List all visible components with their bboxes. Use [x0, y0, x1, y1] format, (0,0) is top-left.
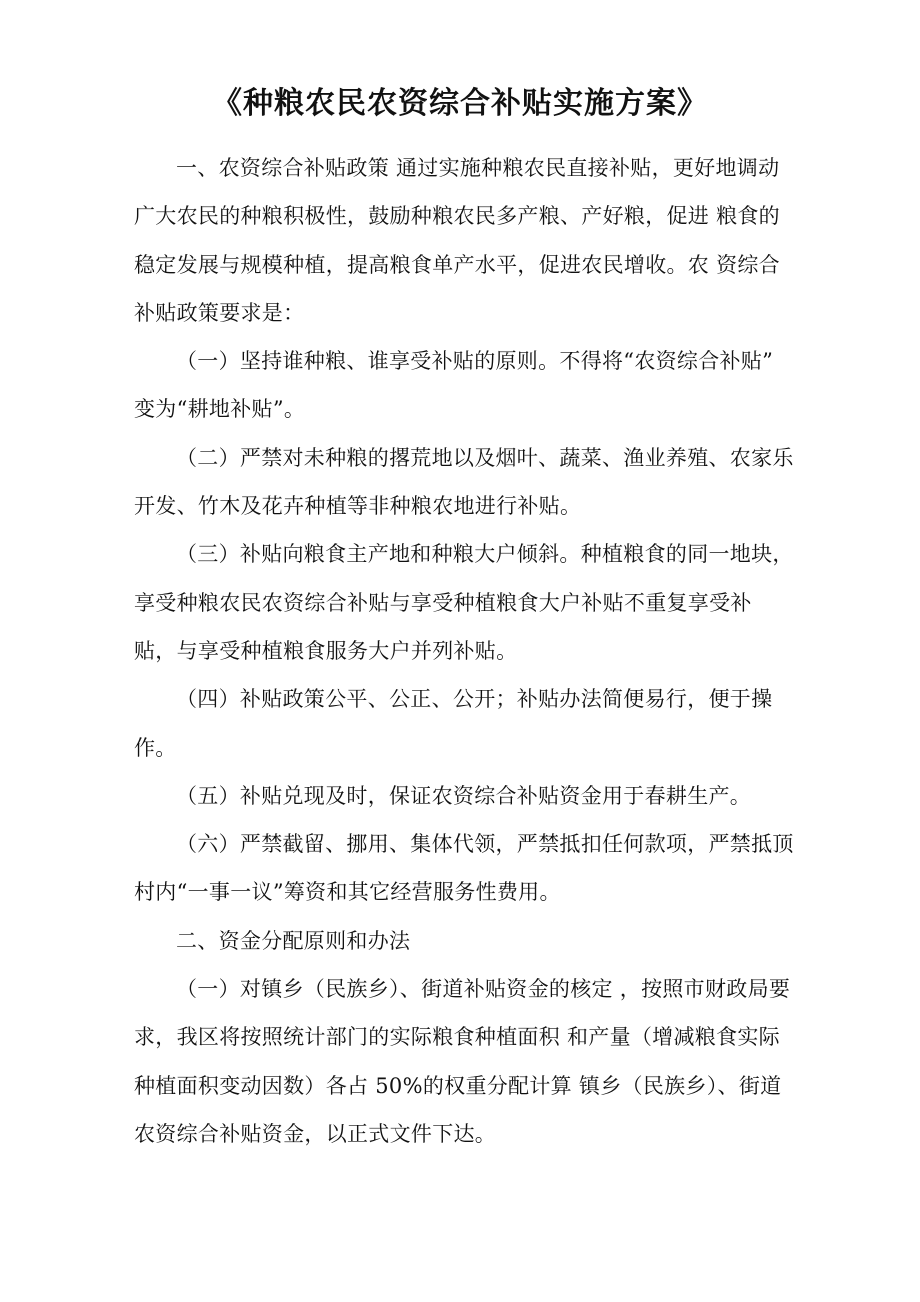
document-body [134, 144, 794, 1158]
paragraph-rule-5: （五）补贴兑现及时，保证农资综合补贴资金用于春耕生产。 [176, 783, 752, 808]
paragraph-rule-4: （四）补贴政策公平、公正、公开；补贴办法简便易行，便于操作。 [134, 687, 773, 760]
document-title: 《种粮农民农资综合补贴实施方案》 [212, 86, 708, 121]
paragraph-rule-1: （一）坚持谁种粮、谁享受补贴的原则。不得将“农资综合补贴” 变为“耕地补贴”。 [134, 349, 774, 422]
paragraph-policy-intro: 一、农资综合补贴政策 通过实施种粮农民直接补贴，更好地调动广大农民的种粮积极性，鼓励种粮农民多产粮、产好粮，促进 粮食的稳定发展与规模种植，提高粮食单产水平，促进农民增收。农 资综合补贴政策要求是： [134, 156, 780, 325]
paragraph-allocation-1: （一）对镇乡（民族乡）、街道补贴资金的核定 ，按照市财政局要求，我区将按照统计部门的实际粮食种植面积 和产量（增减粮食实际种植面积变动因数）各占 50%的权重分配计算 镇乡（民族乡）、街道农资综合补贴资金，以正式文件下达。 [134, 977, 791, 1146]
section-heading-allocation: 二、资金分配原则和办法 [176, 928, 411, 953]
paragraph-rule-2: （二）严禁对未种粮的撂荒地以及烟叶、蔬菜、渔业养殖、农家乐开发、竹木及花卉种植等非种粮农地进行补贴。 [134, 445, 794, 519]
paragraph-rule-3: （三）补贴向粮食主产地和种粮大户倾斜。种植粮食的同一地块， 享受种粮农民农资综合补贴与享受种植粮食大户补贴不重复享受补 贴，与享受种植粮食服务大户并列补贴。 [134, 542, 794, 663]
paragraph-rule-6: （六）严禁截留、挪用、集体代领，严禁抵扣任何款项，严禁抵顶村内“一事一议”筹资和其它经营服务性费用。 [134, 832, 794, 905]
